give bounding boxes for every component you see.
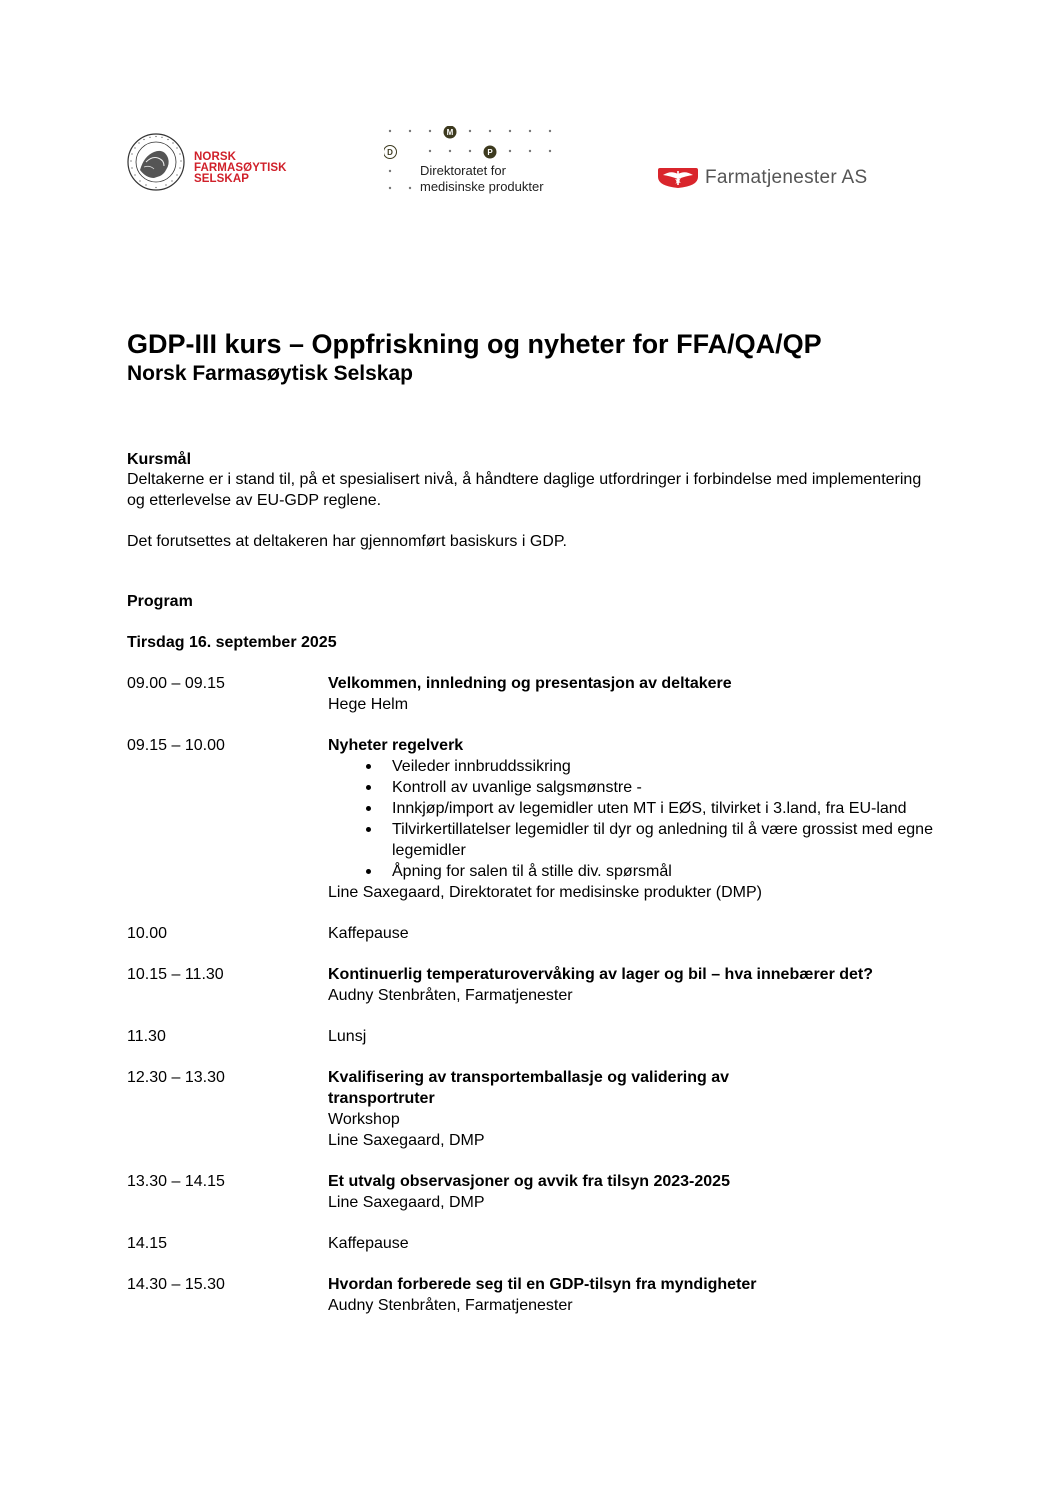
program-day: Tirsdag 16. september 2025 <box>127 634 337 651</box>
goal-heading: Kursmål <box>127 451 192 468</box>
slot-speaker: Line Saxegaard, Direktoratet for medisinske produkter (DMP) <box>328 884 762 901</box>
slot-title: Kontinuerlig temperaturovervåking av lager og bil – hva innebærer det? <box>328 966 874 983</box>
topic-item: Tilvirkertillatelser legemidler til dyr og anledning til å være grossist med egne legemidler <box>328 819 933 861</box>
topic-item: Veileder innbruddssikring <box>328 756 933 777</box>
topic-item: Kontroll av uvanlige salgsmønstre - <box>328 777 933 798</box>
schedule-slot <box>127 1026 947 1047</box>
goal-text: Deltakerne er i stand til, på et spesialisert nivå, å håndtere daglige utfordringer i forbindelse med implementering og etterlevelse av EU-GDP reglene. <box>127 471 922 509</box>
slot-body <box>328 673 933 715</box>
slot-time: 11.30 <box>127 1028 166 1045</box>
slot-body <box>328 964 933 1006</box>
page-subtitle: Norsk Farmasøytisk Selskap <box>127 362 413 385</box>
nfs-logo <box>126 132 296 196</box>
schedule-slot <box>127 1274 947 1316</box>
dmp-letter-p: P <box>487 148 493 157</box>
schedule-slot <box>127 964 947 1006</box>
dmp-letter-d: D <box>387 148 393 157</box>
dmp-logo-text <box>420 163 544 195</box>
slot-speaker: Line Saxegaard, DMP <box>328 1132 485 1149</box>
slot-title: Hvordan forberede seg til en GDP-tilsyn fra myndigheter <box>328 1276 757 1293</box>
nfs-logo-text <box>194 152 304 185</box>
slot-time: 14.15 <box>127 1235 168 1252</box>
slot-time: 09.15 – 10.00 <box>127 737 225 754</box>
slot-time: 14.30 – 15.30 <box>127 1276 225 1293</box>
slot-break: Lunsj <box>328 1028 367 1045</box>
slot-time: 09.00 – 09.15 <box>127 675 225 692</box>
slot-body <box>328 1171 933 1213</box>
prerequisite-text: Det forutsettes at deltakeren har gjennomført basiskurs i GDP. <box>127 533 567 550</box>
topic-item: Innkjøp/import av legemidler uten MT i EØS, tilvirket i 3.land, fra EU-land <box>328 798 933 819</box>
nfs-logo-line: NORSK <box>194 151 237 163</box>
farmatjenester-logo-text: Farmatjenester AS <box>705 167 868 188</box>
slot-body <box>328 1067 933 1151</box>
schedule-slot <box>127 673 947 715</box>
slot-body <box>328 1274 933 1316</box>
slot-time: 12.30 – 13.30 <box>127 1069 225 1086</box>
nfs-logo-line: SELSKAP <box>194 173 250 185</box>
dmp-letter-m: M <box>446 128 454 137</box>
slot-speaker: Hege Helm <box>328 696 409 713</box>
program-heading: Program <box>127 593 193 610</box>
schedule-slot <box>127 1233 947 1254</box>
slot-title: Et utvalg observasjoner og avvik fra tilsyn 2023-2025 <box>328 1173 730 1190</box>
slot-time: 10.15 – 11.30 <box>127 966 224 983</box>
caduceus-badge-icon <box>657 167 699 189</box>
slot-title: Kvalifisering av transportemballasje og validering av transportruter <box>328 1069 730 1107</box>
dmp-logo-line: medisinske produkter <box>420 179 544 194</box>
nfs-logo-line: FARMASØYTISK <box>194 162 287 174</box>
farmatjenester-logo <box>657 166 917 192</box>
slot-break: Kaffepause <box>328 925 409 942</box>
schedule-slot <box>127 1067 947 1151</box>
slot-format: Workshop <box>328 1111 400 1128</box>
slot-speaker: Audny Stenbråten, Farmatjenester <box>328 1297 573 1314</box>
topic-list <box>328 756 933 882</box>
program-schedule <box>127 673 947 1336</box>
slot-break: Kaffepause <box>328 1235 409 1252</box>
schedule-slot <box>127 923 947 944</box>
slot-speaker: Line Saxegaard, DMP <box>328 1194 485 1211</box>
slot-speaker: Audny Stenbråten, Farmatjenester <box>328 987 573 1004</box>
dmp-logo-line: Direktoratet for <box>420 163 506 178</box>
society-seal-icon <box>126 132 186 192</box>
slot-time: 10.00 <box>127 925 168 942</box>
schedule-slot <box>127 735 947 903</box>
topic-item: Åpning for salen til å stille div. spørsmål <box>328 861 933 882</box>
dmp-logo <box>384 126 564 196</box>
schedule-slot <box>127 1171 947 1213</box>
slot-title: Velkommen, innledning og presentasjon av deltakere <box>328 675 732 692</box>
slot-body <box>328 735 933 903</box>
slot-time: 13.30 – 14.15 <box>127 1173 225 1190</box>
slot-title: Nyheter regelverk <box>328 737 464 754</box>
page-title: GDP-III kurs – Oppfriskning og nyheter for FFA/QA/QP <box>127 329 822 359</box>
